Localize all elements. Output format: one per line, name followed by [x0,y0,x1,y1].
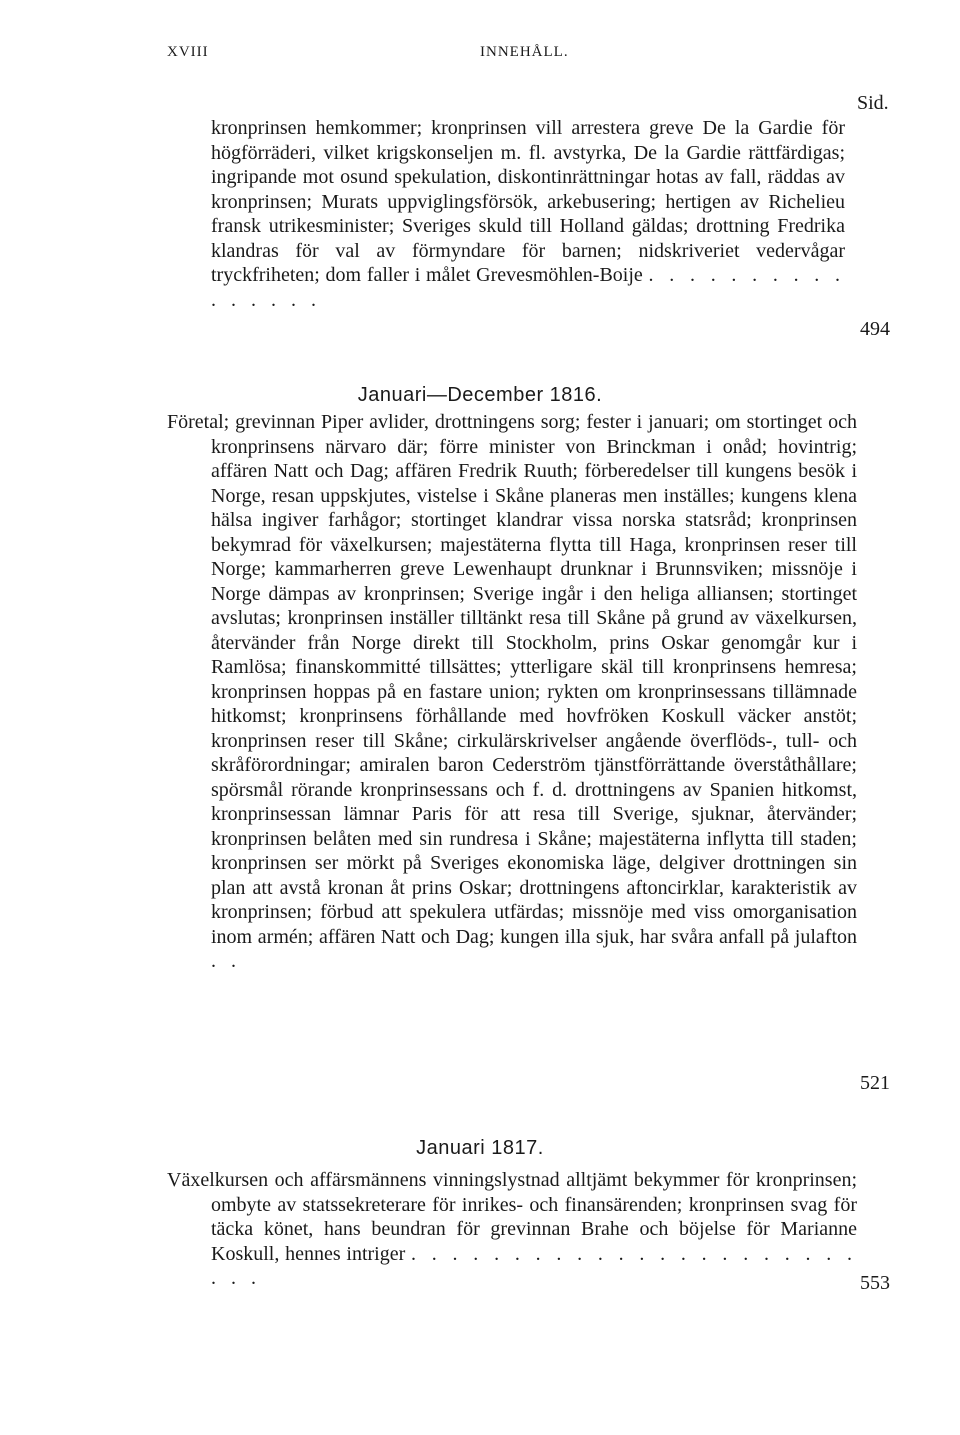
toc-page-number: 553 [860,1272,890,1294]
page-column-label: Sid. [857,92,889,114]
toc-page-number: 494 [860,318,890,340]
toc-entry-text: Växelkursen och affärsmännens vinningslystnad alltjämt bekymmer för kronprinsen; ombyte av statssekreterare för inrikes- och finansärenden; kronprinsen svag för täcka könet, hans beundran för grevinnan Brahe och böjelse för Marianne Koskull, hennes intriger [167,1169,857,1265]
section-heading: Januari—December 1816. [357,384,603,406]
section-heading: Januari 1817. [416,1137,544,1159]
toc-entry [211,116,845,312]
toc-entry [167,410,857,974]
dot-leader: . . . . . . . . . . . . . . . . . . . . . . . . . [211,1242,858,1289]
page-number-roman: XVIII [167,44,209,60]
toc-entry-text: Företal; grevinnan Piper avlider, drottningens sorg; fester i januari; om stortinget och kronprinsens närvaro där; förre minister von Brinckman i onåd; hovintrig; affären Natt och Dag; affären Fredrik Ruuth; förberedelser till kungens besök i Norge, resan uppskjutes, vistelse i Skåne planeras men inställes; kungens klena hälsa ingiver farhågor; stortinget klandrar vissa norska statsråd; kronprinsen bekymrad för växelkursen; majestäterna flytta till Haga, kronprinsen reser till Norge; kammarherren greve Lewenhaupt drunknar i Brunnsviken; missnöje i Norge dämpas av kronprinsen; Sverige ingår i den heliga alliansen; stortinget avslutas; kronprinsen inställer tilltänkt resa till Skåne på grund av växelkursen, återvänder från Norge direkt till Stockholm, prins Oskar genomgår kur i Ramlösa; finanskommitté tillsättes; ytterligare skäl till kronprinsens hemresa; kronprinsen hoppas på en fastare union; rykten om kronprinsessans tillämnade hitkomst; kronprinsens förhållande med hovfröken Koskull väcker anstöt; kronprinsen reser till Skåne; cirkulärskrivelser angående överflöds-, tull- och skråförordningar; amiralen baron Cederström tjänstförrättande överståthållare; spörsmål rörande kronprinsessans och f. d. drottningens av Spanien hitkomst, kronprinsessan lämnar Paris för att resa till Sverige, sjuknar, återvänder; kronprinsen belåten med sin rundresa i Skåne; majestäterna inflytta till staden; kronprinsen ser mörkt på Sveriges ekonomiska läge, delgiver drottningen sin plan att avstå kronan åt prins Oskar; drottningens aftoncirklar, karakteristik av kronprinsen; förbud att spekulera utfärdas; missnöje med viss omorganisation inom armén; affären Natt och Dag; kungen illa sjuk, har svåra anfall på julafton [167,411,857,948]
running-title: INNEHÅLL. [480,44,569,60]
dot-leader: . . [211,950,241,972]
running-header [0,44,960,68]
toc-entry-text: kronprinsen hemkommer; kronprinsen vill arrestera greve De la Gardie för högförräderi, vilket krigskonseljen m. fl. avstyrka, De la Gardie rättfärdigas; ingripande mot osund spekulation, diskontinrättningar hotas av fall, räddas av kronprinsen; Murats uppviglingsförsök, arkebusering; hertigen av Richelieu fransk utrikesminister; Sveriges skuld till Holland gäldas; drottning Fredrika klandras för val av förmyndare för barnen; nidskriveriet vedervågar tryckfriheten; dom faller i målet Grevesmöhlen-Boije [211,117,845,286]
toc-entry [167,1168,857,1291]
dot-leader: . . . . . . . . . . . . . . . . [211,264,846,311]
toc-page-number: 521 [860,1072,890,1094]
